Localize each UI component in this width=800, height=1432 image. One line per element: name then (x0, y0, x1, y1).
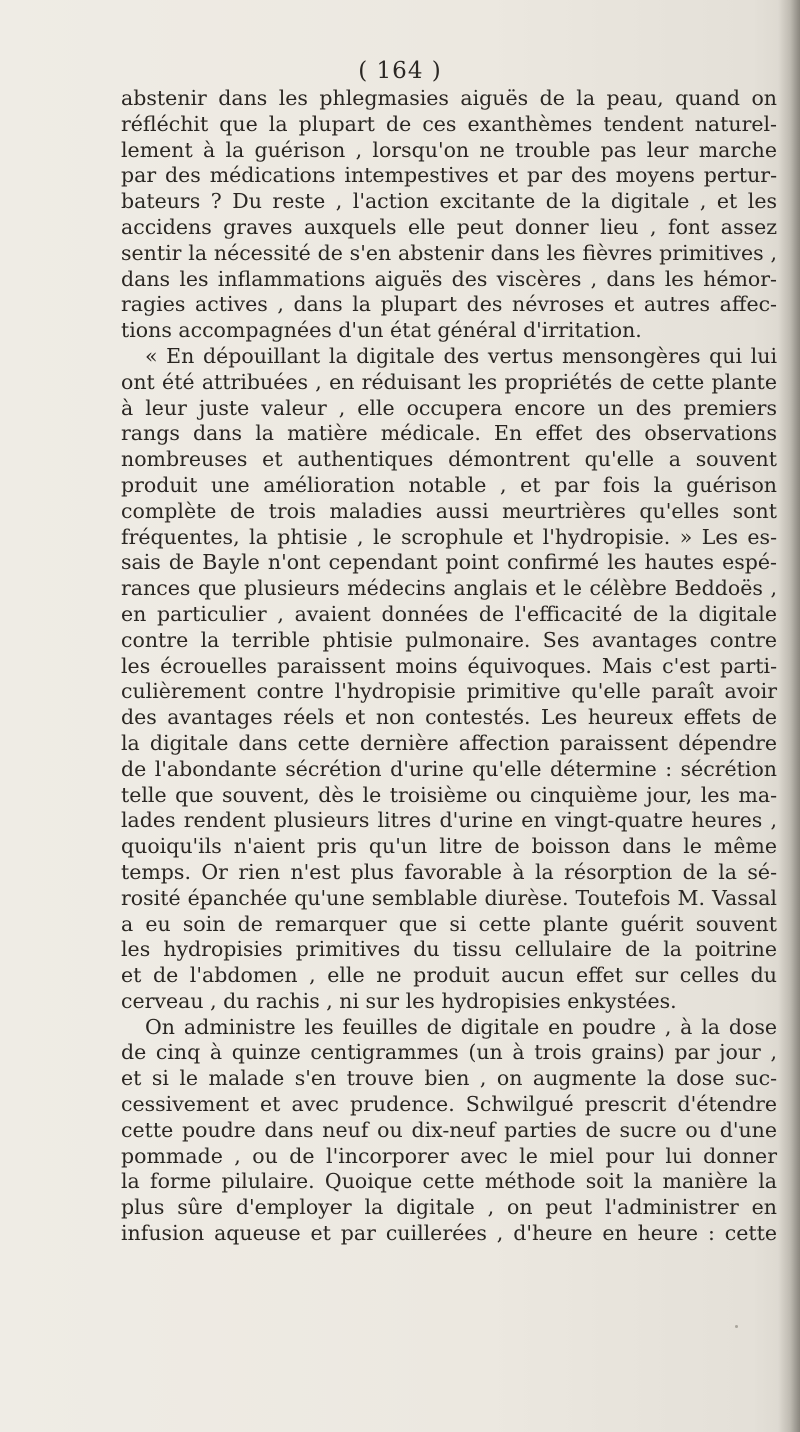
text-line: et si le malade s'en trouve bien , on augmente la dose suc- (121, 1066, 777, 1091)
text-line: telle que souvent, dès le troisième ou cinquième jour, les ma- (121, 782, 777, 807)
text-line: rangs dans la matière médicale. En effet des observations (121, 421, 777, 446)
text-line: et de l'abdomen , elle ne produit aucun effet sur celles du (121, 963, 777, 988)
text-line: la digitale dans cette dernière affection paraissent dépendre (121, 730, 777, 755)
text-line: par des médications intempestives et par des moyens pertur- (121, 163, 777, 188)
text-line: cette poudre dans neuf ou dix-neuf parties de sucre ou d'une (121, 1117, 777, 1142)
text-line: plus sûre d'employer la digitale , on peut l'administrer en (121, 1195, 777, 1220)
text-line: culièrement contre l'hydropisie primitive qu'elle paraît avoir (121, 679, 777, 704)
text-line: sentir la nécessité de s'en abstenir dans les fièvres primitives , (121, 240, 777, 265)
text-line: rosité épanchée qu'une semblable diurèse. Toutefois M. Vassal (121, 885, 777, 910)
text-line: lades rendent plusieurs litres d'urine en vingt-quatre heures , (121, 808, 777, 833)
text-line: fréquentes, la phtisie , le scrophule et l'hydropisie. » Les es- (121, 524, 777, 549)
text-line: rances que plusieurs médecins anglais et le célèbre Beddoës , (121, 576, 777, 601)
text-line: ont été attribuées , en réduisant les propriétés de cette plante (121, 369, 777, 394)
text-line: bateurs ? Du reste , l'action excitante de la digitale , et les (121, 189, 777, 214)
text-line: la forme pilulaire. Quoique cette méthode soit la manière la (121, 1169, 777, 1194)
page-number: ( 164 ) (358, 58, 442, 84)
text-line: en particulier , avaient données de l'efficacité de la digitale (121, 601, 777, 626)
text-line: les hydropisies primitives du tissu cellulaire de la poitrine (121, 937, 777, 962)
text-line: pommade , ou de l'incorporer avec le miel pour lui donner (121, 1143, 777, 1168)
text-line: dans les inflammations aiguës des viscères , dans les hémor- (121, 266, 777, 291)
text-line: de l'abondante sécrétion d'urine qu'elle détermine : sécrétion (121, 756, 777, 781)
text-line: temps. Or rien n'est plus favorable à la résorption de la sé- (121, 859, 777, 884)
text-line: abstenir dans les phlegmasies aiguës de la peau, quand on (121, 86, 777, 110)
body-text (121, 86, 777, 1247)
text-line: On administre les feuilles de digitale en poudre , à la dose (145, 1014, 777, 1039)
paper-speck (566, 1228, 569, 1231)
text-line: accidens graves auxquels elle peut donner lieu , font assez (121, 214, 777, 239)
text-line: cessivement et avec prudence. Schwilgué prescrit d'étendre (121, 1092, 777, 1117)
text-line: infusion aqueuse et par cuillerées , d'heure en heure : cette (121, 1221, 777, 1246)
text-line: de cinq à quinze centigrammes (un à trois grains) par jour , (121, 1040, 777, 1065)
paper-speck (735, 1325, 738, 1328)
text-line: à leur juste valeur , elle occupera encore un des premiers (121, 395, 777, 420)
text-line: complète de trois maladies aussi meurtrières qu'elles sont (121, 498, 777, 523)
text-line: des avantages réels et non contestés. Les heureux effets de (121, 705, 777, 730)
text-line: tions accompagnées d'un état général d'irritation. (121, 318, 642, 343)
text-line: produit une amélioration notable , et par fois la guérison (121, 472, 777, 497)
text-line: contre la terrible phtisie pulmonaire. Ses avantages contre (121, 627, 777, 652)
page-edge-shadow (778, 0, 800, 1432)
text-line: réfléchit que la plupart de ces exanthèmes tendent naturel- (121, 111, 777, 136)
text-line: « En dépouillant la digitale des vertus mensongères qui lui (145, 343, 777, 368)
text-line: quoiqu'ils n'aient pris qu'un litre de boisson dans le même (121, 834, 777, 859)
text-line: sais de Bayle n'ont cependant point confirmé les hautes espé- (121, 550, 777, 575)
text-line: nombreuses et authentiques démontrent qu'elle a souvent (121, 447, 777, 472)
text-line: a eu soin de remarquer que si cette plante guérit souvent (121, 911, 777, 936)
text-line: ragies actives , dans la plupart des névroses et autres affec- (121, 292, 777, 317)
text-line: lement à la guérison , lorsqu'on ne trouble pas leur marche (121, 137, 777, 162)
text-line: cerveau , du rachis , ni sur les hydropisies enkystées. (121, 988, 677, 1013)
text-line: les écrouelles paraissent moins équivoques. Mais c'est parti- (121, 653, 777, 678)
